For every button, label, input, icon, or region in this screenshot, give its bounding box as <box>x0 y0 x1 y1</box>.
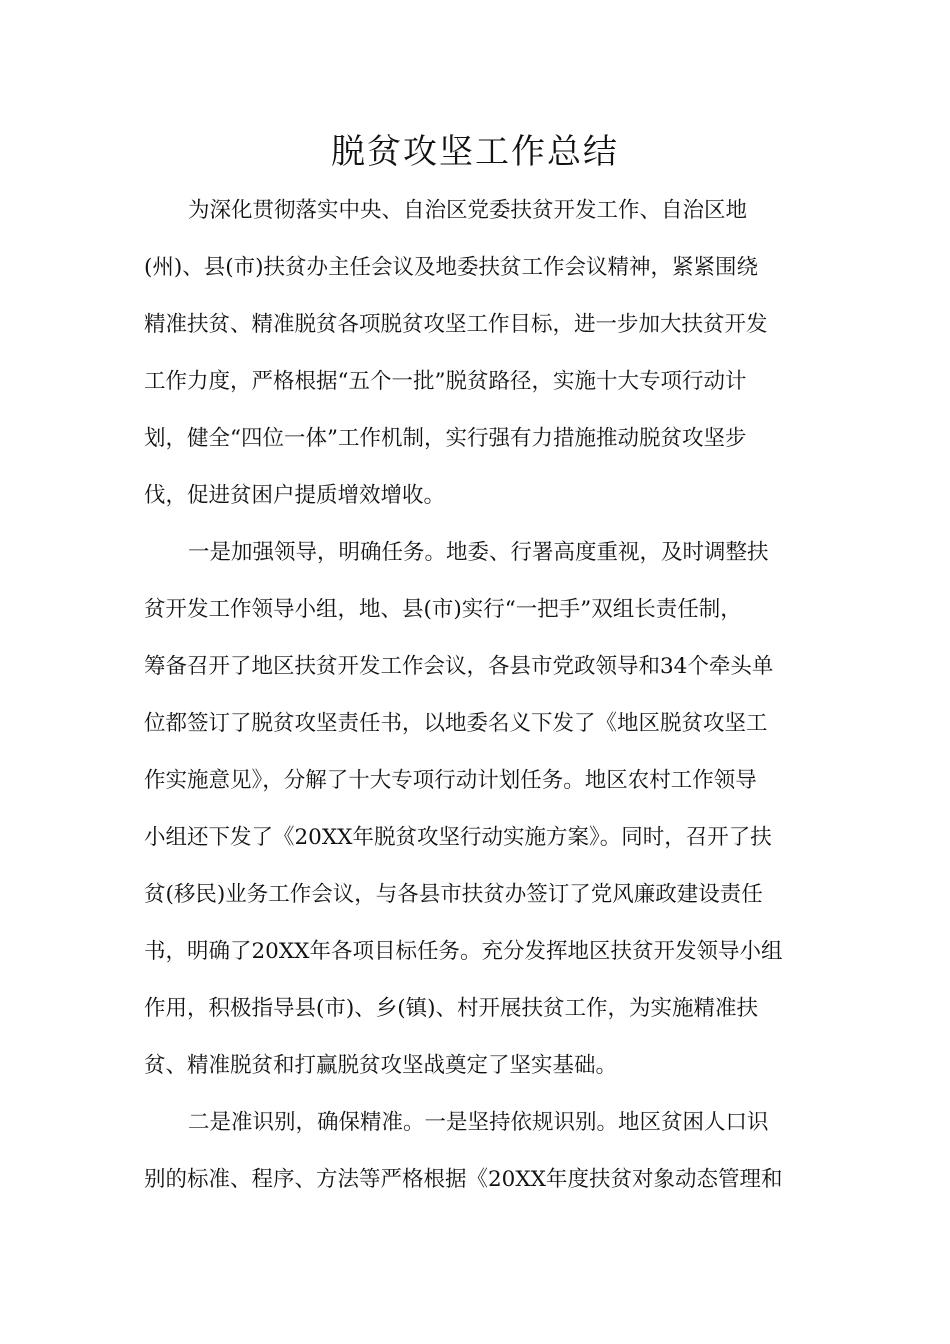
paragraph-3-line-2: 别的标准、程序、方法等严格根据《20XX年度扶贫对象动态管理和 <box>144 1167 783 1192</box>
paragraph-2-line-7: 贫(移民)业务工作会议，与各县市扶贫办签订了党风廉政建设责任 <box>144 882 763 907</box>
paragraph-2-line-10: 贫、精准脱贫和打赢脱贫攻坚战奠定了坚实基础。 <box>144 1053 618 1078</box>
paragraph-2-line-5: 作实施意见》，分解了十大专项行动计划任务。地区农村工作领导 <box>144 768 757 793</box>
paragraph-1-line-1: 为深化贯彻落实中央、自治区党委扶贫开发工作、自治区地 <box>188 198 748 223</box>
paragraph-2-line-9: 作用，积极指导县(市)、乡(镇)、村开展扶贫工作，为实施精准扶 <box>144 996 759 1021</box>
paragraph-2-line-1: 一是加强领导，明确任务。地委、行署高度重视，及时调整扶 <box>188 540 769 565</box>
paragraph-1-line-3: 精准扶贫、精准脱贫各项脱贫攻坚工作目标，进一步加大扶贫开发 <box>144 312 768 337</box>
paragraph-1-line-6: 伐，促进贫困户提质增效增收。 <box>144 483 446 508</box>
paragraph-2-line-8: 书，明确了20XX年各项目标任务。充分发挥地区扶贫开发领导小组 <box>144 939 783 964</box>
paragraph-2-line-6: 小组还下发了《20XX年脱贫攻坚行动实施方案》。同时，召开了扶 <box>144 825 772 850</box>
paragraph-3-line-1: 二是准识别，确保精准。一是坚持依规识别。地区贫困人口识 <box>188 1110 769 1135</box>
document-title: 脱贫攻坚工作总结 <box>331 132 619 172</box>
paragraph-2-line-2: 贫开发工作领导小组，地、县(市)实行“一把手”双组长责任制， <box>144 597 742 622</box>
paragraph-1-line-5: 划，健全“四位一体”工作机制，实行强有力措施推动脱贫攻坚步 <box>144 426 747 451</box>
paragraph-2-line-3: 筹备召开了地区扶贫开发工作会议，各县市党政领导和34个牵头单 <box>144 654 774 679</box>
paragraph-2-line-4: 位都签订了脱贫攻坚责任书，以地委名义下发了《地区脱贫攻坚工 <box>144 711 768 736</box>
paragraph-1-line-2: (州)、县(市)扶贫办主任会议及地委扶贫工作会议精神，紧紧围绕 <box>144 255 759 280</box>
paragraph-1-line-4: 工作力度，严格根据“五个一批”脱贫路径，实施十大专项行动计 <box>144 369 747 394</box>
